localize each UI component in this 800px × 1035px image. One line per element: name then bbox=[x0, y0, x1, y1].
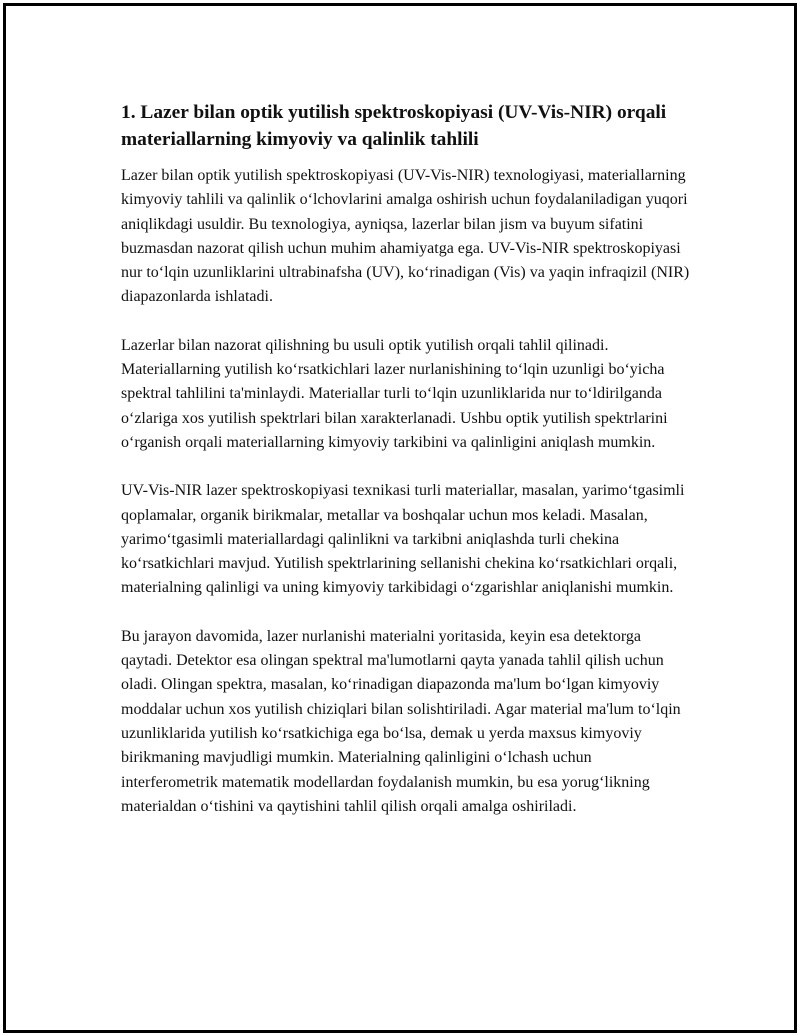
paragraph-2: Lazerlar bilan nazorat qilishning bu usuli optik yutilish orqali tahlil qilinadi. Materiallarning yutilish ko‘rsatkichlari lazer nurlanishining to‘lqin uzunligi bo‘yicha spektral tahlilini ta'minlaydi. Materiallar turli to‘lqin uzunliklarida nur to‘ldirilganda o‘zlariga xos yutilish spektrlari bilan xarakterlanadi. Ushbu optik yutilish spektrlarini o‘rganish orqali materiallarning kimyoviy tarkibini va qalinligini aniqlash mumkin. bbox=[121, 336, 668, 451]
document-page bbox=[3, 3, 797, 1033]
section-heading: 1. Lazer bilan optik yutilish spektroskopiyasi (UV-Vis-NIR) orqali materiallarning kimyoviy va qalinlik tahlili bbox=[121, 102, 667, 150]
document-content bbox=[121, 99, 691, 843]
paragraph-1: Lazer bilan optik yutilish spektroskopiyasi (UV-Vis-NIR) texnologiyasi, materiallarning kimyoviy tahlili va qalinlik o‘lchovlarini amalga oshirish uchun foydalaniladigan yuqori aniqlikdagi usuldir. Bu texnologiya, ayniqsa, lazerlar bilan jism va buyum sifatini buzmasdan nazorat qilish uchun muhim ahamiyatga ega. UV-Vis-NIR spektroskopiyasi nur to‘lqin uzunliklarini ultrabinafsha (UV), ko‘rinadigan (Vis) va yaqin infraqizil (NIR) diapazonlarda ishlatadi. bbox=[121, 167, 690, 306]
paragraph-4: Bu jarayon davomida, lazer nurlanishi materialni yoritasida, keyin esa detektorga qaytadi. Detektor esa olingan spektral ma'lumotlarni qayta yanada tahlil qilish uchun oladi. Olingan spektra, masalan, ko‘rinadigan diapazonda ma'lum bo‘lgan kimyoviy moddalar uchun xos yutilish chiziqlari bilan solishtiriladi. Agar material ma'lum to‘lqin uzunliklarida yutilish ko‘rsatkichiga ega bo‘lsa, demak u yerda maxsus kimyoviy birikmaning mavjudligi mumkin. Materialning qalinligini o‘lchash uchun interferometrik matematik modellardan foydalanish mumkin, bu esa yorug‘likning materialdan o‘tishini va qaytishini tahlil qilish orqali amalga oshiriladi. bbox=[121, 627, 681, 815]
paragraph-3: UV-Vis-NIR lazer spektroskopiyasi texnikasi turli materiallar, masalan, yarimo‘tgasimli qoplamalar, organik birikmalar, metallar va boshqalar uchun mos keladi. Masalan, yarimo‘tgasimli materiallardagi qalinlikni va tarkibni aniqlashda turli chekina ko‘rsatkichlari mavjud. Yutilish spektrlarining sellanishi chekina ko‘rsatkichlari orqali, materialning qalinligi va uning kimyoviy tarkibidagi o‘zgarishlar aniqlanishi mumkin. bbox=[121, 482, 685, 597]
